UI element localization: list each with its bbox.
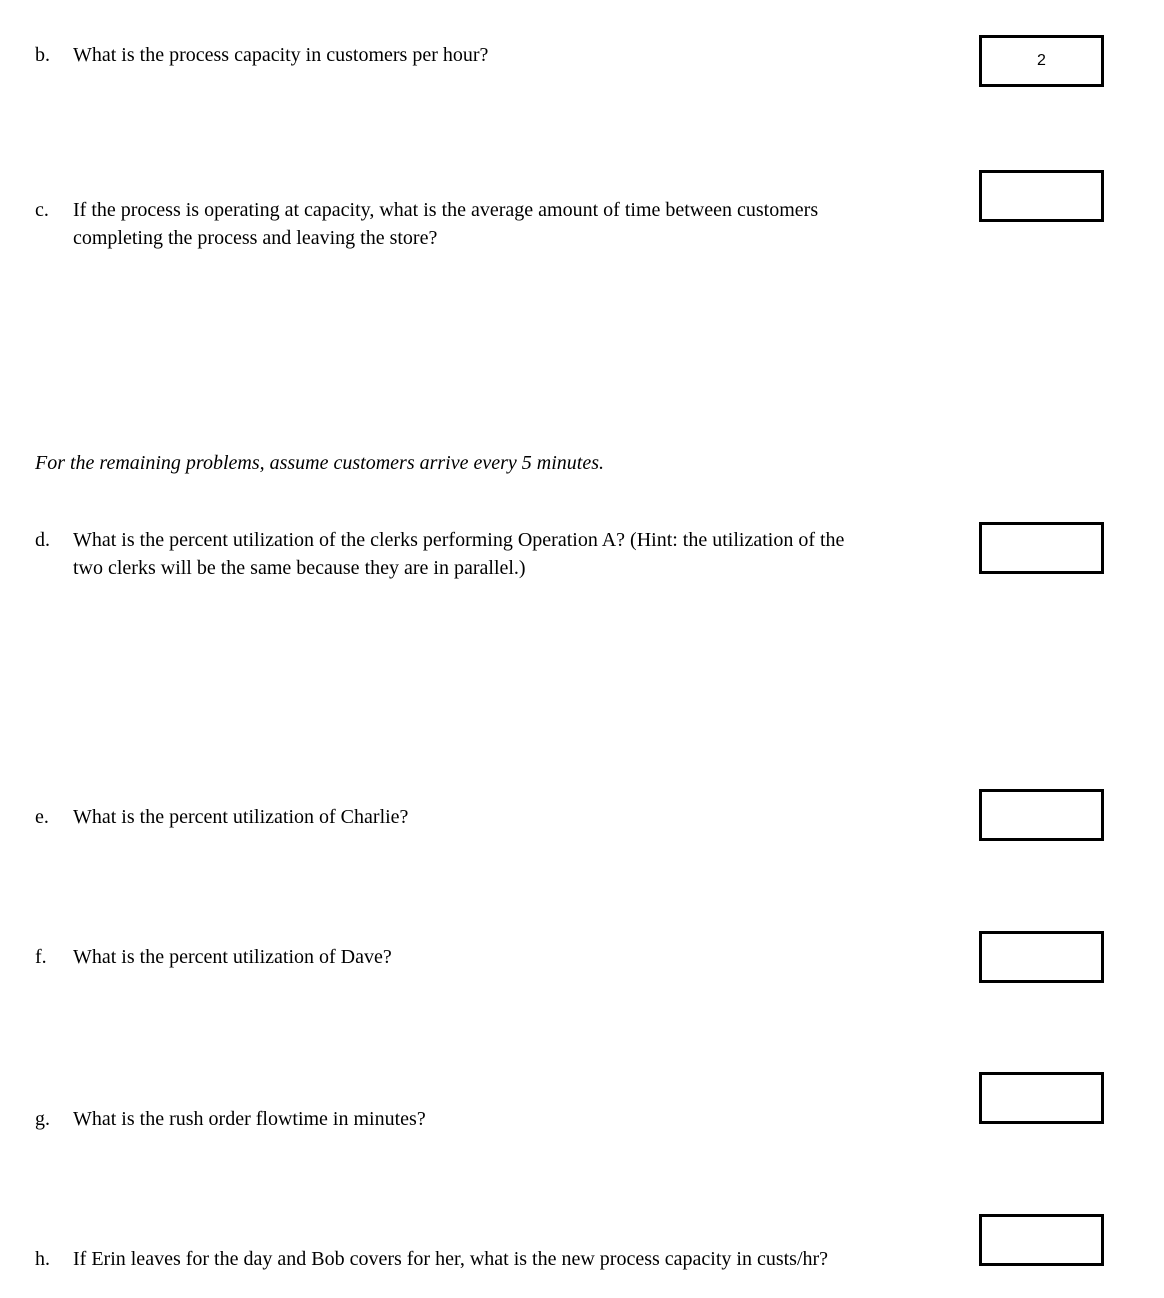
question-line: completing the process and leaving the store? xyxy=(73,227,438,249)
question-line: If the process is operating at capacity, what is the average amount of time between customers xyxy=(73,199,819,221)
question-line: What is the percent utilization of Charlie? xyxy=(73,806,409,828)
question-text xyxy=(73,803,408,831)
answer-box-g[interactable] xyxy=(979,1072,1104,1124)
question-letter: f. xyxy=(35,946,47,968)
question-letter: c. xyxy=(35,199,49,221)
question-text xyxy=(73,1245,828,1273)
question-text xyxy=(73,526,844,582)
question-line: What is the percent utilization of the clerks performing Operation A? (Hint: the utilization of the xyxy=(73,529,845,551)
question-text xyxy=(73,41,488,69)
question-letter: b. xyxy=(35,44,50,66)
answer-box-h[interactable] xyxy=(979,1214,1104,1266)
answer-box-c[interactable] xyxy=(979,170,1104,222)
question-letter: g. xyxy=(35,1108,50,1130)
instruction-note: For the remaining problems, assume customers arrive every 5 minutes. xyxy=(35,452,604,474)
question-line: If Erin leaves for the day and Bob covers for her, what is the new process capacity in custs/hr? xyxy=(73,1248,829,1270)
question-letter: e. xyxy=(35,806,49,828)
question-letter: h. xyxy=(35,1248,50,1270)
answer-box-f[interactable] xyxy=(979,931,1104,983)
answer-box-b[interactable]: 2 xyxy=(979,35,1104,87)
answer-box-d[interactable] xyxy=(979,522,1104,574)
question-text xyxy=(73,943,392,971)
answer-box-e[interactable] xyxy=(979,789,1104,841)
question-line: What is the process capacity in customers per hour? xyxy=(73,44,489,66)
question-line: What is the rush order flowtime in minutes? xyxy=(73,1108,426,1130)
question-letter: d. xyxy=(35,529,50,551)
question-line: two clerks will be the same because they are in parallel.) xyxy=(73,557,526,579)
question-text xyxy=(73,1105,426,1133)
question-line: What is the percent utilization of Dave? xyxy=(73,946,392,968)
question-text xyxy=(73,196,818,252)
